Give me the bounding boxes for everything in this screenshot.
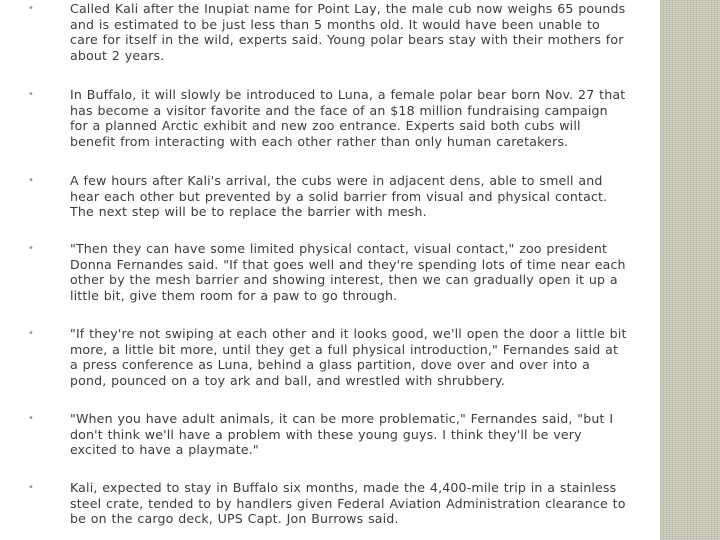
bullet-point-icon: • bbox=[28, 413, 35, 424]
decorative-side-panel bbox=[660, 0, 720, 540]
bullet-text: "If they're not swiping at each other and it looks good, we'll open the door a little bit more, a little bit more, until they get a full physical introduction," Fernandes said at a press conference as Luna, behind a glass partition, dove over and over into a pond, pounced on a toy ark and ball, and wrestled with shrubbery. bbox=[70, 326, 627, 388]
bullet-item bbox=[28, 173, 630, 220]
bullet-point-icon: • bbox=[28, 328, 35, 339]
bullet-text: "Then they can have some limited physical contact, visual contact," zoo president Donna Fernandes said. "If that goes well and they're spending lots of time near each other by the mesh barrier and showing interest, then we can gradually open it up a little bit, give them room for a paw to go through. bbox=[70, 241, 626, 303]
bullet-point-icon: • bbox=[28, 3, 35, 14]
bullet-text: "When you have adult animals, it can be more problematic," Fernandes said, "but I don't think we'll have a problem with these young guys. I think they'll be very excited to have a playmate." bbox=[70, 411, 614, 458]
bullet-point-icon: • bbox=[28, 482, 35, 493]
bullet-item bbox=[28, 241, 630, 303]
bullet-item bbox=[28, 87, 630, 149]
bullet-point-icon: • bbox=[28, 175, 35, 186]
bullet-point-icon: • bbox=[28, 89, 35, 100]
bullet-item bbox=[28, 1, 630, 63]
bullet-point-icon: • bbox=[28, 243, 35, 254]
bullet-item bbox=[28, 411, 630, 458]
bullet-text: A few hours after Kali's arrival, the cubs were in adjacent dens, able to smell and hear each other but prevented by a solid barrier from visual and physical contact. The next step will be to replace the barrier with mesh. bbox=[70, 173, 608, 220]
bullet-item bbox=[28, 326, 630, 388]
bullet-text: Called Kali after the Inupiat name for Point Lay, the male cub now weighs 65 pounds and is estimated to be just less than 5 months old. It would have been unable to care for itself in the wild, experts said. Young polar bears stay with their mothers for about 2 years. bbox=[70, 1, 626, 63]
bullet-item bbox=[28, 480, 630, 527]
bullet-text: In Buffalo, it will slowly be introduced to Luna, a female polar bear born Nov. 27 that has become a visitor favorite and the face of an $18 million fundraising campaign for a planned Arctic exhibit and new zoo entrance. Experts said both cubs will benefit from interacting with each other rather than only human caretakers. bbox=[70, 87, 626, 149]
bullet-text: Kali, expected to stay in Buffalo six months, made the 4,400-mile trip in a stainless steel crate, tended to by handlers given Federal Aviation Administration clearance to be on the cargo deck, UPS Capt. Jon Burrows said. bbox=[70, 480, 626, 527]
